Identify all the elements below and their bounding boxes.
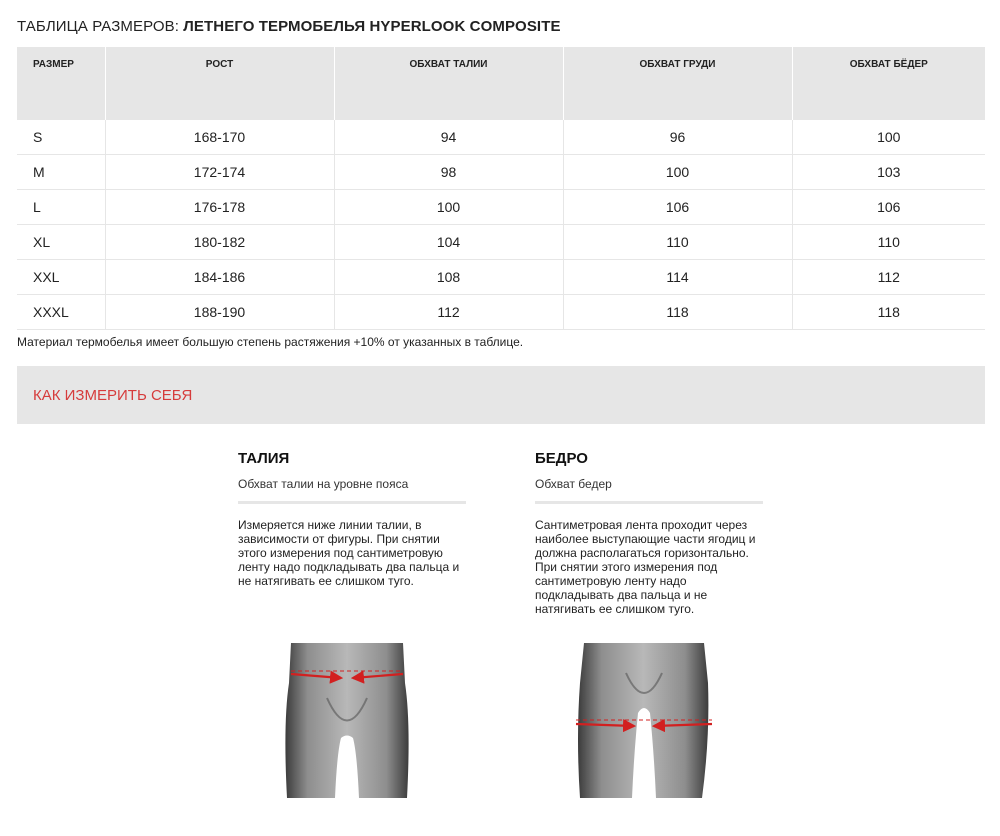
cell-hips: 110 bbox=[792, 225, 985, 260]
header-size: РАЗМЕР bbox=[17, 47, 105, 120]
table-row bbox=[17, 155, 985, 190]
cell-hips: 106 bbox=[792, 190, 985, 225]
cell-size: M bbox=[17, 155, 105, 190]
table-row bbox=[17, 190, 985, 225]
cell-chest: 114 bbox=[563, 260, 792, 295]
cell-chest: 100 bbox=[563, 155, 792, 190]
cell-chest: 106 bbox=[563, 190, 792, 225]
cell-size: XXXL bbox=[17, 295, 105, 330]
how-to-measure-banner bbox=[17, 366, 985, 424]
waist-mannequin-image bbox=[277, 643, 417, 798]
cell-size: S bbox=[17, 120, 105, 155]
hip-description: Сантиметровая лента проходит через наиболее выступающие части ягодиц и должна располагаться горизонтально. При снятии этого измерения под сантиметровую ленту надо подкладывать два пальца и не натягивать ее слишком туго. bbox=[535, 518, 756, 616]
table-row bbox=[17, 295, 985, 330]
header-chest: ОБХВАТ ГРУДИ bbox=[563, 47, 792, 120]
divider bbox=[238, 501, 466, 504]
waist-description: Измеряется ниже линии талии, в зависимости от фигуры. При снятии этого измерения под сантиметровую ленту надо подкладывать два пальца и не натягивать ее слишком туго. bbox=[238, 518, 460, 588]
cell-height: 188-190 bbox=[105, 295, 334, 330]
table-row bbox=[17, 260, 985, 295]
waist-subtitle: Обхват талии на уровне пояса bbox=[238, 477, 409, 491]
hip-title: БЕДРО bbox=[535, 450, 588, 467]
cell-size: XXL bbox=[17, 260, 105, 295]
hip-mannequin-image bbox=[574, 643, 714, 798]
divider bbox=[535, 501, 763, 504]
page-title bbox=[17, 18, 561, 35]
cell-waist: 112 bbox=[334, 295, 563, 330]
cell-chest: 118 bbox=[563, 295, 792, 330]
header-height: РОСТ bbox=[105, 47, 334, 120]
size-table bbox=[17, 47, 985, 330]
hip-section bbox=[535, 450, 767, 616]
cell-waist: 108 bbox=[334, 260, 563, 295]
cell-waist: 98 bbox=[334, 155, 563, 190]
title-product: ЛЕТНЕГО ТЕРМОБЕЛЬЯ HYPERLOOK COMPOSITE bbox=[183, 18, 561, 35]
waist-section bbox=[238, 450, 470, 588]
banner-title: КАК ИЗМЕРИТЬ СЕБЯ bbox=[33, 387, 193, 404]
header-hips: ОБХВАТ БЁДЕР bbox=[792, 47, 985, 120]
cell-size: L bbox=[17, 190, 105, 225]
cell-hips: 118 bbox=[792, 295, 985, 330]
cell-size: XL bbox=[17, 225, 105, 260]
cell-height: 168-170 bbox=[105, 120, 334, 155]
table-header-row bbox=[17, 47, 985, 120]
cell-hips: 100 bbox=[792, 120, 985, 155]
cell-hips: 112 bbox=[792, 260, 985, 295]
cell-chest: 110 bbox=[563, 225, 792, 260]
cell-hips: 103 bbox=[792, 155, 985, 190]
cell-height: 184-186 bbox=[105, 260, 334, 295]
header-waist: ОБХВАТ ТАЛИИ bbox=[334, 47, 563, 120]
table-row bbox=[17, 120, 985, 155]
hip-subtitle: Обхват бедер bbox=[535, 477, 612, 491]
cell-waist: 94 bbox=[334, 120, 563, 155]
stretch-note: Материал термобелья имеет большую степень растяжения +10% от указанных в таблице. bbox=[17, 335, 524, 349]
title-prefix: ТАБЛИЦА РАЗМЕРОВ: bbox=[17, 18, 184, 35]
table-row bbox=[17, 225, 985, 260]
cell-height: 172-174 bbox=[105, 155, 334, 190]
waist-title: ТАЛИЯ bbox=[238, 450, 290, 467]
cell-height: 180-182 bbox=[105, 225, 334, 260]
cell-waist: 104 bbox=[334, 225, 563, 260]
cell-chest: 96 bbox=[563, 120, 792, 155]
cell-waist: 100 bbox=[334, 190, 563, 225]
cell-height: 176-178 bbox=[105, 190, 334, 225]
